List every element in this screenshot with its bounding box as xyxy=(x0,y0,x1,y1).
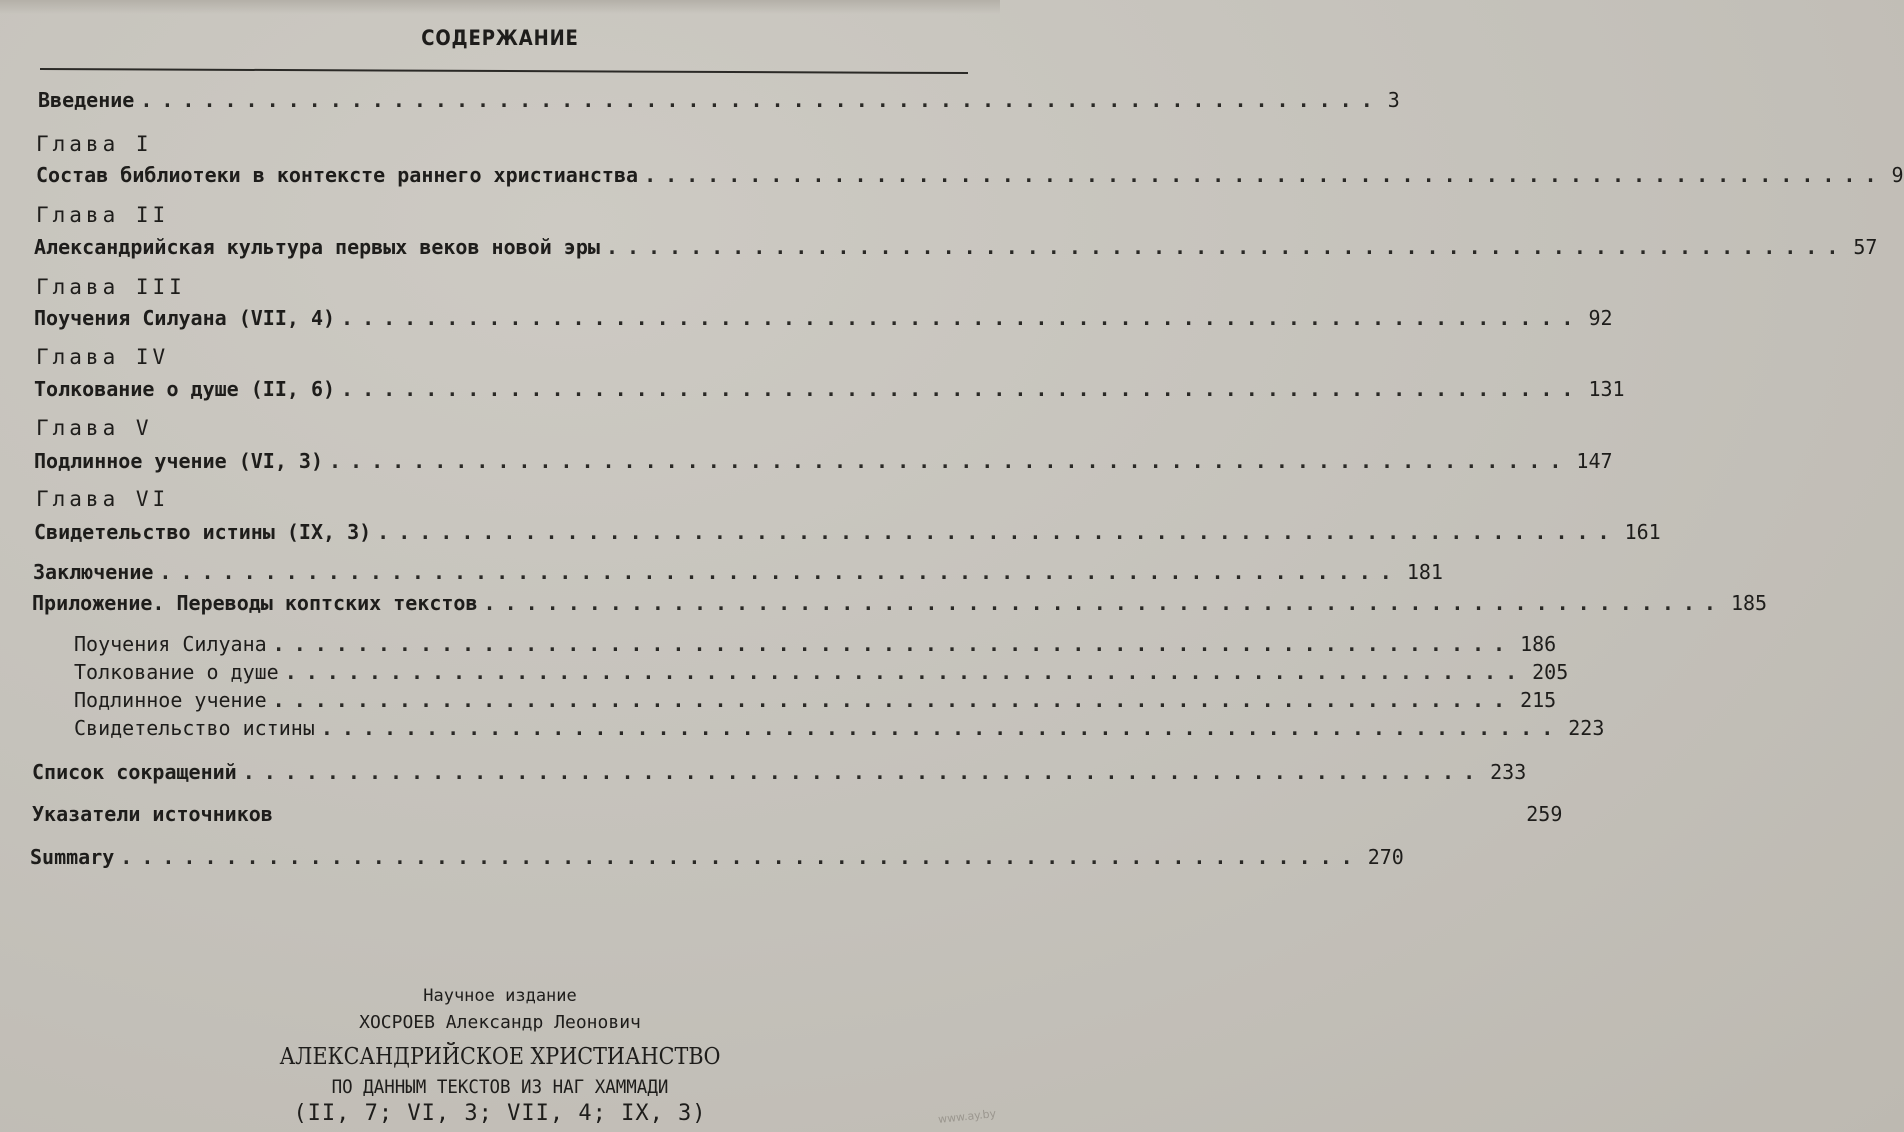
toc-entry xyxy=(36,163,1904,187)
entry-title: Введение xyxy=(38,88,135,112)
page-number: 186 xyxy=(1520,632,1557,656)
page-number: 161 xyxy=(1624,520,1661,544)
page-number: 215 xyxy=(1520,688,1557,712)
watermark: www.ay.by xyxy=(937,1106,997,1127)
imprint-book-title: АЛЕКСАНДРИЙСКОЕ ХРИСТИАНСТВО xyxy=(279,1044,721,1070)
page-number: 92 xyxy=(1588,306,1613,330)
page-number: 181 xyxy=(1406,560,1443,584)
entry-title: Поучения Силуана (VII, 4) xyxy=(34,306,336,330)
entry-title: Список сокращений xyxy=(32,760,237,784)
dot-leader: ........................................................... xyxy=(341,377,1583,401)
imprint-author: ХОСРОЕВ Александр Леонович xyxy=(359,1012,641,1033)
dot-leader: ........................................................... xyxy=(120,845,1362,869)
page-number: 147 xyxy=(1576,449,1613,473)
page-number: 233 xyxy=(1490,760,1527,784)
dot-leader: ........................................................... xyxy=(242,760,1485,784)
page-number: 223 xyxy=(1568,716,1605,740)
toc-entry xyxy=(34,377,1625,401)
dot-leader: ........................................................... xyxy=(644,163,1886,187)
chapter-label: Глава VI xyxy=(36,487,170,511)
toc-entry xyxy=(34,235,1878,259)
page-number: 185 xyxy=(1730,591,1768,615)
page-number: 259 xyxy=(1526,802,1563,826)
entry-title: Состав библиотеки в контексте раннего христианства xyxy=(36,163,639,187)
page-number: 270 xyxy=(1367,845,1404,869)
dot-leader: ........................................................... xyxy=(605,235,1848,259)
page-number: 205 xyxy=(1532,660,1569,684)
toc-entry-introduction xyxy=(38,88,1400,112)
toc-entry xyxy=(34,520,1661,544)
toc-entry xyxy=(34,449,1613,473)
entry-title: Подлинное учение xyxy=(74,688,267,712)
imprint-book-codices: (II, 7; VI, 3; VII, 4; IX, 3) xyxy=(293,1101,707,1126)
entry-title: Summary xyxy=(30,845,115,869)
entry-title: Заключение xyxy=(33,560,154,584)
toc-entry-indexes xyxy=(32,802,1563,826)
toc-subentry xyxy=(74,632,1557,656)
entry-title: Александрийская культура первых веков новой эры xyxy=(34,235,600,259)
toc-entry-abbreviations xyxy=(32,760,1527,784)
entry-title: Указатели источников xyxy=(32,802,273,826)
dot-leader: ........................................................... xyxy=(328,449,1571,473)
toc-subentry xyxy=(74,660,1569,684)
chapter-label: Глава III xyxy=(36,275,186,299)
toc-subentry xyxy=(74,688,1557,712)
dot-leader: ........................................................... xyxy=(159,560,1401,584)
imprint-label: Научное издание xyxy=(423,986,577,1006)
dot-leader: ........................................................... xyxy=(284,660,1527,684)
page-number: 9 xyxy=(1891,163,1904,187)
toc-entry xyxy=(34,306,1613,330)
page-number: 57 xyxy=(1853,235,1878,259)
page-number: 131 xyxy=(1588,377,1625,401)
chapter-label: Глава I xyxy=(36,132,153,156)
toc-entry-conclusion xyxy=(33,560,1443,584)
dot-leader: ........................................................... xyxy=(272,688,1515,712)
dot-leader: ........................................................... xyxy=(483,591,1725,615)
entry-title: Свидетельство истины (IX, 3) xyxy=(34,520,372,544)
toc-entry-appendix xyxy=(32,591,1768,615)
chapter-label: Глава II xyxy=(36,203,170,227)
entry-title: Толкование о душе (II, 6) xyxy=(34,377,336,401)
dot-leader: ........................................................... xyxy=(341,306,1583,330)
dot-leader: ........................................................... xyxy=(272,632,1515,656)
entry-title: Приложение. Переводы коптских текстов xyxy=(32,591,478,615)
entry-title: Толкование о душе xyxy=(74,660,279,684)
entry-title: Подлинное учение (VI, 3) xyxy=(34,449,323,473)
dot-leader: ........................................................... xyxy=(377,520,1619,544)
toc-subentry xyxy=(74,716,1605,740)
toc-entry-summary xyxy=(30,845,1404,869)
imprint-book-subtitle: ПО ДАННЫМ ТЕКСТОВ ИЗ НАГ ХАММАДИ xyxy=(331,1076,669,1098)
entry-title: Поучения Силуана xyxy=(74,632,267,656)
chapter-label: Глава IV xyxy=(36,345,170,369)
dot-leader: ........................................................... xyxy=(320,716,1563,740)
toc-title: СОДЕРЖАНИЕ xyxy=(421,26,579,50)
dot-leader: ........................................................... xyxy=(140,88,1382,112)
chapter-label: Глава V xyxy=(36,416,153,440)
entry-title: Свидетельство истины xyxy=(74,716,315,740)
page-number: 3 xyxy=(1387,88,1400,112)
